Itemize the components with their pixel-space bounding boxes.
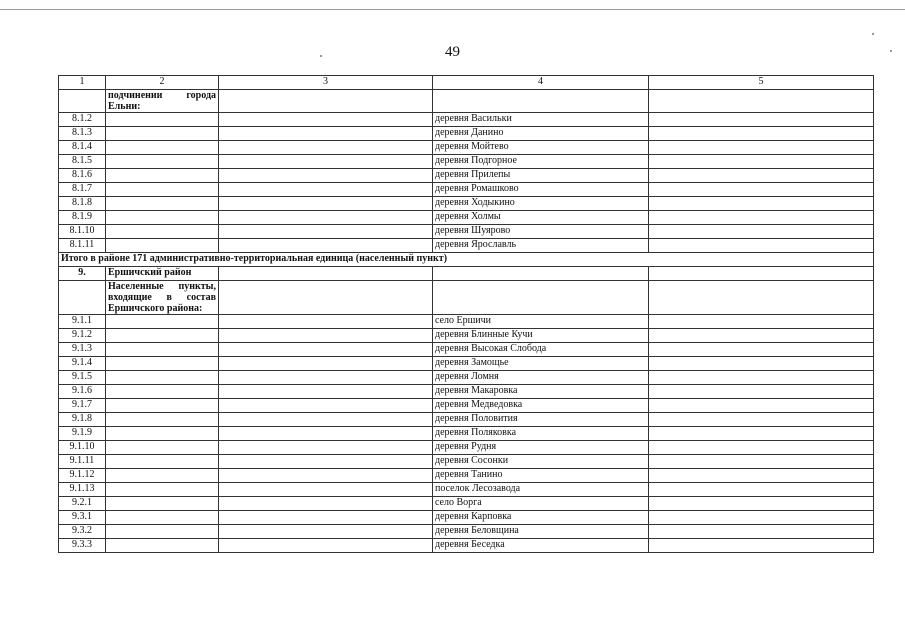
settlement-name: село Ершичи: [433, 315, 649, 329]
district-name: Ершичский район: [106, 267, 219, 281]
scan-speck: [890, 50, 892, 52]
district-subtitle: Населенные пункты, входящие в состав Ершичского района:: [106, 281, 219, 315]
table-row: [59, 343, 874, 357]
table-row: [59, 315, 874, 329]
row-number: 8.1.7: [59, 183, 106, 197]
table-row: [59, 399, 874, 413]
table-row: [59, 113, 874, 127]
column-number-header: 3: [219, 76, 433, 90]
district-header-row: [59, 267, 874, 281]
continuation-row: [59, 90, 874, 113]
table-row: [59, 155, 874, 169]
row-number: 9.3.2: [59, 525, 106, 539]
settlement-name: деревня Васильки: [433, 113, 649, 127]
settlement-name: деревня Данино: [433, 127, 649, 141]
row-number: 9.2.1: [59, 497, 106, 511]
settlement-name: деревня Танино: [433, 469, 649, 483]
row-number: 8.1.9: [59, 211, 106, 225]
settlement-name: деревня Мойтево: [433, 141, 649, 155]
table-row: [59, 525, 874, 539]
page-top-rule: [0, 9, 905, 10]
settlement-name: деревня Ромашково: [433, 183, 649, 197]
settlement-name: деревня Беловщина: [433, 525, 649, 539]
row-number: 9.1.4: [59, 357, 106, 371]
column-number-header: 5: [649, 76, 874, 90]
table-header-row: [59, 76, 874, 90]
column-number-header: 1: [59, 76, 106, 90]
row-number: 9.1.7: [59, 399, 106, 413]
row-number: 9.1.1: [59, 315, 106, 329]
table-row: [59, 329, 874, 343]
settlement-name: деревня Подгорное: [433, 155, 649, 169]
row-number: 8.1.8: [59, 197, 106, 211]
row-number: 9.3.1: [59, 511, 106, 525]
row-number: 8.1.2: [59, 113, 106, 127]
table-row: [59, 239, 874, 253]
scan-speck: [320, 55, 322, 57]
table-row: [59, 141, 874, 155]
table-row: [59, 211, 874, 225]
column-number-header: 2: [106, 76, 219, 90]
settlement-name: деревня Карповка: [433, 511, 649, 525]
row-number: 9.1.11: [59, 455, 106, 469]
settlement-name: деревня Рудня: [433, 441, 649, 455]
table-row: [59, 483, 874, 497]
district-subtitle-row: [59, 281, 874, 315]
table-row: [59, 441, 874, 455]
settlement-name: деревня Поляковка: [433, 427, 649, 441]
row-number: 8.1.3: [59, 127, 106, 141]
row-number: 9.1.9: [59, 427, 106, 441]
settlement-name: деревня Холмы: [433, 211, 649, 225]
continuation-subtitle: подчинении города Ельни:: [106, 90, 219, 113]
table-row: [59, 357, 874, 371]
settlement-name: поселок Лесозавода: [433, 483, 649, 497]
table-row: [59, 371, 874, 385]
page-number: 49: [445, 44, 460, 60]
settlement-name: деревня Медведовка: [433, 399, 649, 413]
table-row: [59, 225, 874, 239]
column-number-header: 4: [433, 76, 649, 90]
row-number: 9.1.12: [59, 469, 106, 483]
table-row: [59, 413, 874, 427]
row-number: 8.1.10: [59, 225, 106, 239]
row-number: 8.1.11: [59, 239, 106, 253]
district-total-row: [59, 253, 874, 267]
settlement-name: деревня Сосонки: [433, 455, 649, 469]
settlement-name: деревня Замощье: [433, 357, 649, 371]
scan-speck: [872, 33, 874, 35]
settlements-table: [58, 75, 874, 553]
district-total-text: Итого в районе 171 административно-территориальная единица (населенный пункт): [59, 253, 874, 267]
settlement-name: село Ворга: [433, 497, 649, 511]
settlement-name: деревня Беседка: [433, 539, 649, 553]
row-number: 9.1.13: [59, 483, 106, 497]
settlement-name: деревня Макаровка: [433, 385, 649, 399]
settlement-name: деревня Половития: [433, 413, 649, 427]
table-row: [59, 511, 874, 525]
table-row: [59, 427, 874, 441]
table-row: [59, 385, 874, 399]
table-row: [59, 469, 874, 483]
settlement-name: деревня Ломня: [433, 371, 649, 385]
district-number: 9.: [59, 267, 106, 281]
settlement-name: деревня Высокая Слобода: [433, 343, 649, 357]
row-number: 8.1.4: [59, 141, 106, 155]
row-number: 9.1.10: [59, 441, 106, 455]
table-row: [59, 455, 874, 469]
settlement-name: деревня Блинные Кучи: [433, 329, 649, 343]
table-row: [59, 127, 874, 141]
row-number: 9.1.8: [59, 413, 106, 427]
row-number: 8.1.5: [59, 155, 106, 169]
row-number: 9.1.6: [59, 385, 106, 399]
settlement-name: деревня Ярославль: [433, 239, 649, 253]
table-row: [59, 497, 874, 511]
settlement-name: деревня Шуярово: [433, 225, 649, 239]
table-row: [59, 183, 874, 197]
row-number: 8.1.6: [59, 169, 106, 183]
settlement-name: деревня Прилепы: [433, 169, 649, 183]
settlements-table-body: [59, 76, 874, 553]
row-number: 9.3.3: [59, 539, 106, 553]
row-number: 9.1.5: [59, 371, 106, 385]
row-number: 9.1.2: [59, 329, 106, 343]
table-row: [59, 197, 874, 211]
table-row: [59, 169, 874, 183]
row-number: 9.1.3: [59, 343, 106, 357]
table-row: [59, 539, 874, 553]
settlement-name: деревня Ходыкино: [433, 197, 649, 211]
